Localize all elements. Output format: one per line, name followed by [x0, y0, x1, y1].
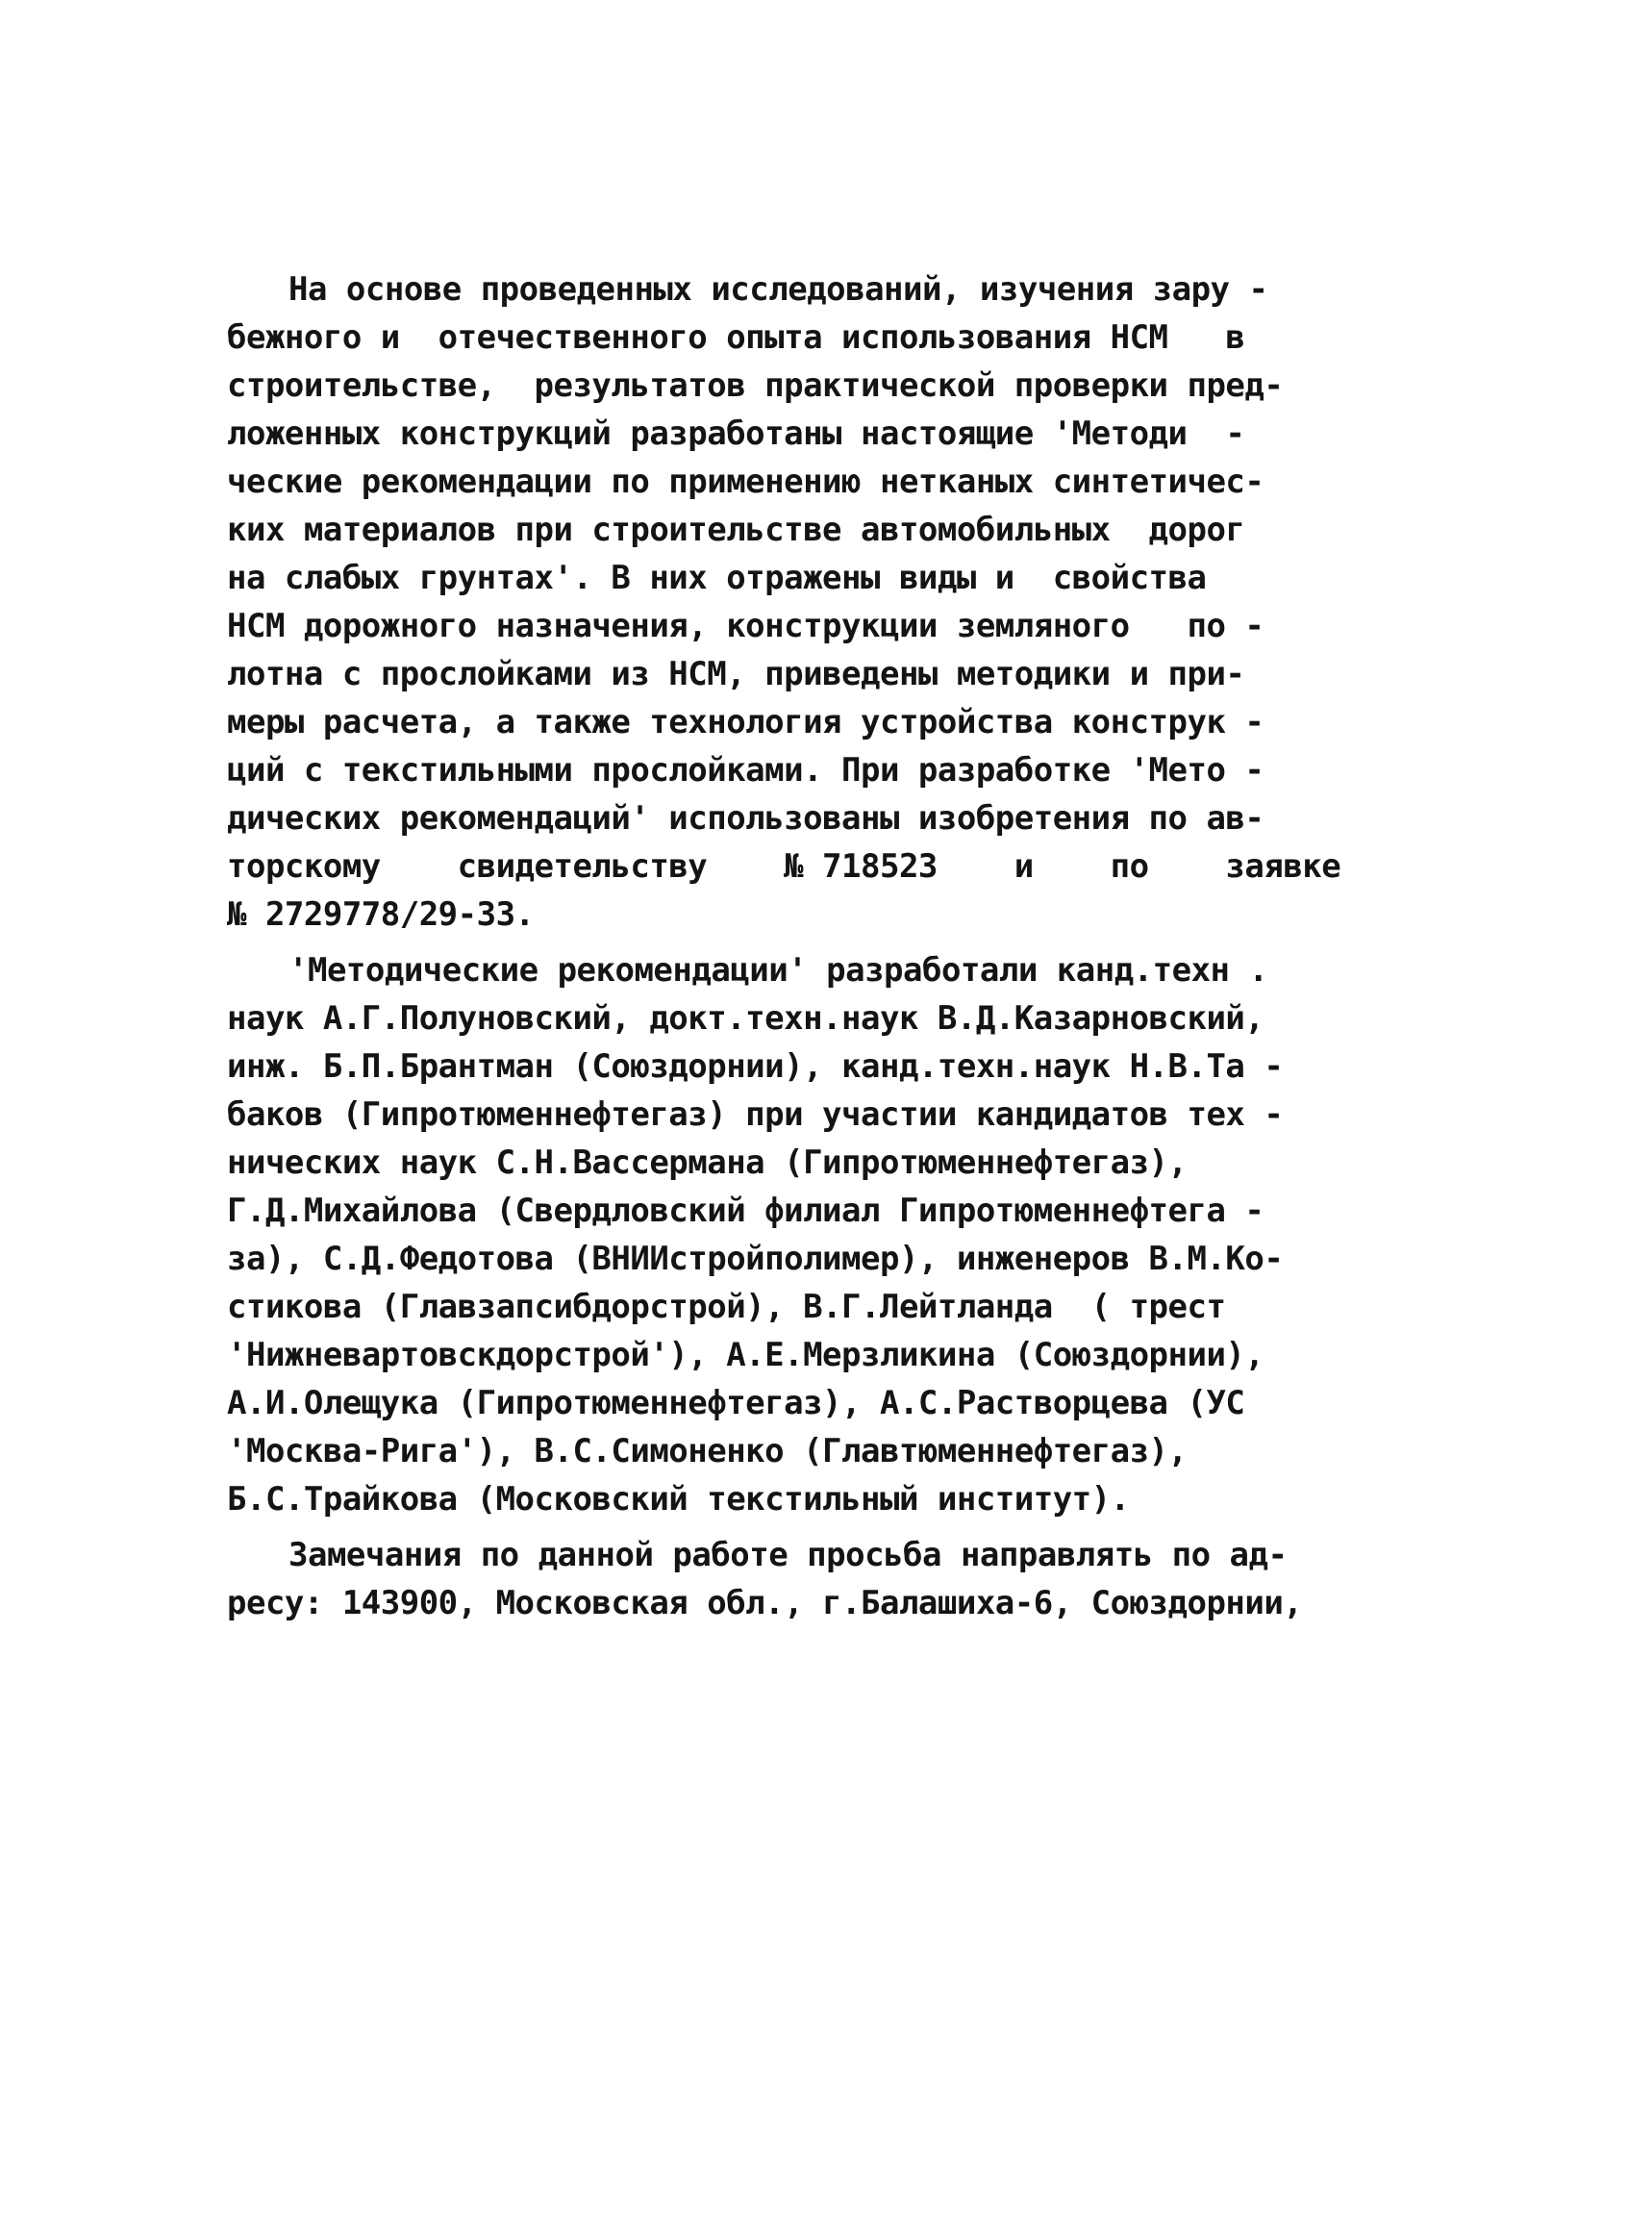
text-line: ческие рекомендации по применению нетканых синтетичес-	[227, 463, 1264, 501]
text-line: 'Москва-Рига'), В.С.Симоненко (Главтюменнефтегаз),	[227, 1432, 1188, 1470]
paragraph-gap	[227, 939, 1419, 946]
text-line: дических рекомендаций' использованы изобретения по ав-	[227, 799, 1264, 838]
text-line: стикова (Главзапсибдорстрой), В.Г.Лейтланда ( трест	[227, 1288, 1226, 1326]
paragraph-2	[227, 946, 1419, 1523]
text-line: А.И.Олещука (Гипротюменнефтегаз), А.С.Растворцева (УС	[227, 1384, 1245, 1422]
text-line: ких материалов при строительстве автомобильных дорог	[227, 511, 1245, 549]
paragraph-gap	[227, 1523, 1419, 1531]
text-line: НСМ дорожного назначения, конструкции земляного по -	[227, 607, 1264, 645]
text-line: На основе проведенных исследований, изучения зару -	[288, 270, 1268, 309]
text-line: инж. Б.П.Брантман (Союздорнии), канд.техн.наук Н.В.Та -	[227, 1047, 1284, 1086]
text-line: № 2729778/29-33.	[227, 895, 535, 934]
text-line: нических наук С.Н.Вассермана (Гипротюменнефтегаз),	[227, 1143, 1188, 1182]
document-body	[227, 265, 1419, 1627]
text-line: ресу: 143900, Московская обл., г.Балашиха-6, Союздорнии,	[227, 1584, 1303, 1622]
text-line: 'Нижневартовскдорстрой'), А.Е.Мерзликина (Союздорнии),	[227, 1336, 1264, 1374]
paragraph-1	[227, 265, 1419, 939]
text-line: Г.Д.Михайлова (Свердловский филиал Гипротюменнефтега -	[227, 1192, 1264, 1230]
text-line: Б.С.Трайкова (Московский текстильный институт).	[227, 1480, 1130, 1519]
text-line: лотна с прослойками из НСМ, приведены методики и при-	[227, 655, 1245, 693]
text-line: меры расчета, а также технология устройства конструк -	[227, 703, 1264, 741]
text-line: бежного и отечественного опыта использования НСМ в	[227, 318, 1245, 357]
text-line: за), С.Д.Федотова (ВНИИстройполимер), инженеров В.М.Ко-	[227, 1240, 1284, 1278]
text-line: Замечания по данной работе просьба направлять по ад-	[288, 1536, 1288, 1574]
text-line: баков (Гипротюменнефтегаз) при участии кандидатов тех -	[227, 1095, 1284, 1134]
text-line: ложенных конструкций разработаны настоящие 'Методи -	[227, 414, 1245, 453]
paragraph-3	[227, 1531, 1419, 1627]
text-line: наук А.Г.Полуновский, докт.техн.наук В.Д.Казарновский,	[227, 999, 1264, 1038]
text-line: строительстве, результатов практической проверки пред-	[227, 366, 1284, 405]
text-line: на слабых грунтах'. В них отражены виды и свойства	[227, 559, 1207, 597]
text-line: торскому свидетельству № 718523 и по заявке	[227, 847, 1341, 886]
text-line: 'Методические рекомендации' разработали канд.техн .	[288, 951, 1268, 990]
text-line: ций с текстильными прослойками. При разработке 'Мето -	[227, 751, 1264, 790]
